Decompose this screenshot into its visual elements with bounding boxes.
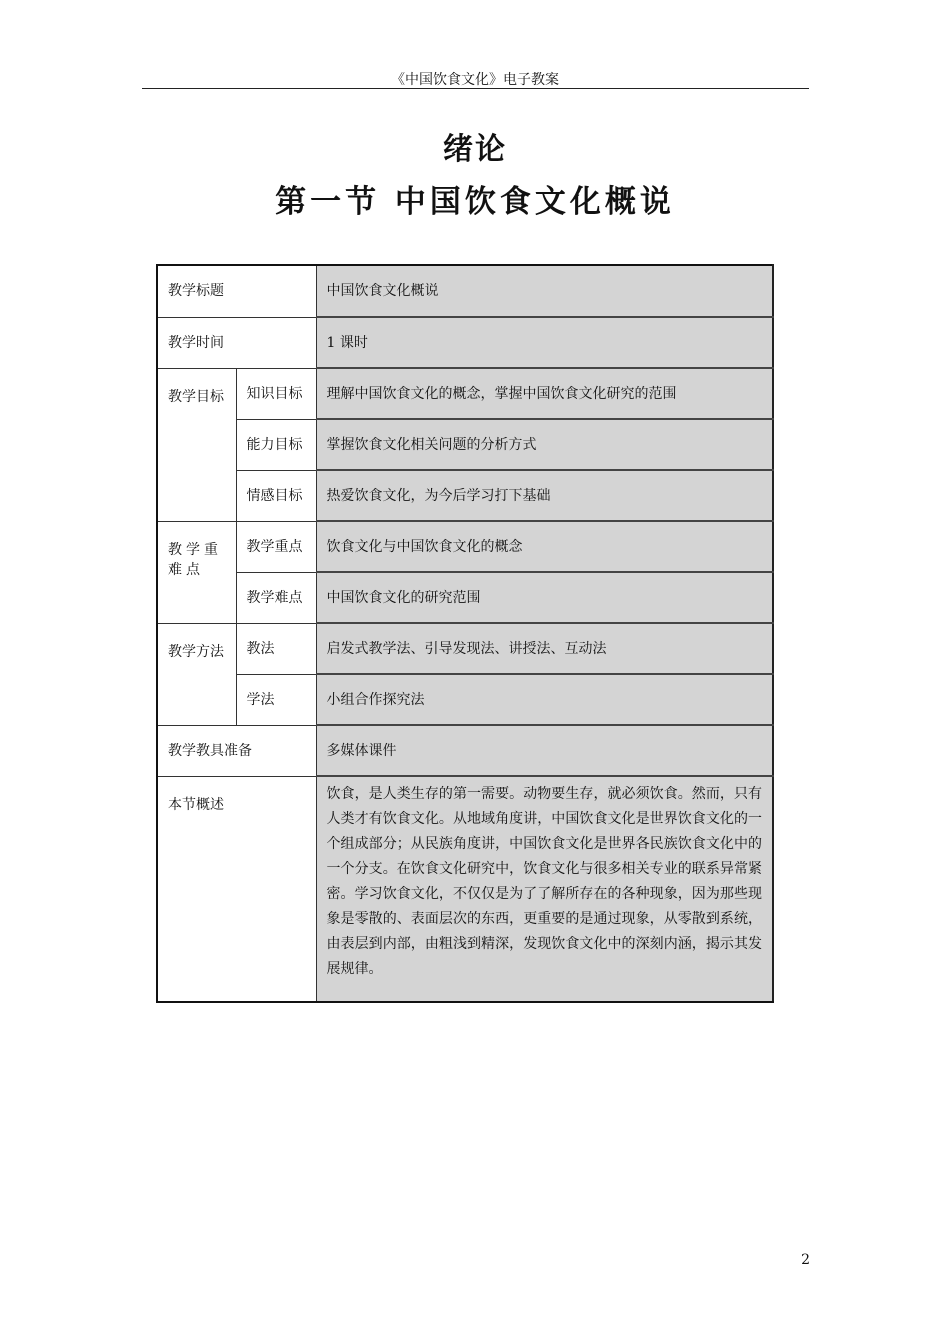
goal-emotion-label: 情感目标 xyxy=(236,470,316,521)
goal-ability-label: 能力目标 xyxy=(236,419,316,470)
summary-label: 本节概述 xyxy=(157,776,316,1002)
header-divider xyxy=(142,88,809,89)
summary-text: 饮食，是人类生存的第一需要。动物要生存，就必须饮食。然而，只有人类才有饮食文化。从地域角度讲，中国饮食文化是世界饮食文化的一个组成部分；从民族角度讲，中国饮食文化是世界各民族饮食文化中的一个分支。在饮食文化研究中，饮食文化与很多相关专业的联系异常紧密。学习饮食文化，不仅仅是为了了解所存在的各种现象，因为那些现象是零散的、表面层次的东西，更重要的是通过现象，从零散到系统，由表层到内部，由粗浅到精深，发现饮食文化中的深刻内涵，揭示其发展规律。 xyxy=(326,786,762,977)
page-header: 《中国饮食文化》电子教案 xyxy=(391,72,559,88)
goal-ability-value: 掌握饮食文化相关问题的分析方式 xyxy=(316,419,773,470)
tools-value: 多媒体课件 xyxy=(316,725,773,776)
goal-knowledge-label: 知识目标 xyxy=(236,368,316,419)
tools-label: 教学教具准备 xyxy=(157,725,316,776)
time-label: 教学时间 xyxy=(157,317,316,368)
table-row-goal-knowledge xyxy=(157,368,773,419)
topic-value: 中国饮食文化概说 xyxy=(316,265,773,317)
table-row-time xyxy=(157,317,773,368)
goal-knowledge-value: 理解中国饮食文化的概念，掌握中国饮食文化研究的范围 xyxy=(316,368,773,419)
table-row-teaching-method xyxy=(157,623,773,674)
keypoint-label: 教学重点 xyxy=(236,521,316,572)
teaching-method-label: 教法 xyxy=(236,623,316,674)
summary-cell xyxy=(316,776,773,1002)
learning-method-value: 小组合作探究法 xyxy=(316,674,773,725)
difficulty-label: 教学难点 xyxy=(236,572,316,623)
lesson-plan-table xyxy=(156,264,774,1003)
goal-emotion-value: 热爱饮食文化，为今后学习打下基础 xyxy=(316,470,773,521)
chapter-title: 绪论 xyxy=(443,132,507,167)
learning-method-label: 学法 xyxy=(236,674,316,725)
keypoint-value: 饮食文化与中国饮食文化的概念 xyxy=(316,521,773,572)
teaching-method-value: 启发式教学法、引导发现法、讲授法、互动法 xyxy=(316,623,773,674)
table-row-difficulty xyxy=(157,572,773,623)
section-title: 第一节 中国饮食文化概说 xyxy=(275,184,675,220)
table-row-tools xyxy=(157,725,773,776)
page-number: 2 xyxy=(801,1252,810,1268)
table-row-summary xyxy=(157,776,773,1002)
goals-label: 教学目标 xyxy=(157,368,236,521)
table-row-keypoint xyxy=(157,521,773,572)
table-row-goal-emotion xyxy=(157,470,773,521)
topic-label: 教学标题 xyxy=(157,265,316,317)
methods-label: 教学方法 xyxy=(157,623,236,725)
table-row-goal-ability xyxy=(157,419,773,470)
difficulty-value: 中国饮食文化的研究范围 xyxy=(316,572,773,623)
table-row-topic xyxy=(157,265,773,317)
table-row-learning-method xyxy=(157,674,773,725)
keypoints-label: 教学重难点 xyxy=(157,521,236,623)
time-value: 1 课时 xyxy=(316,317,773,368)
